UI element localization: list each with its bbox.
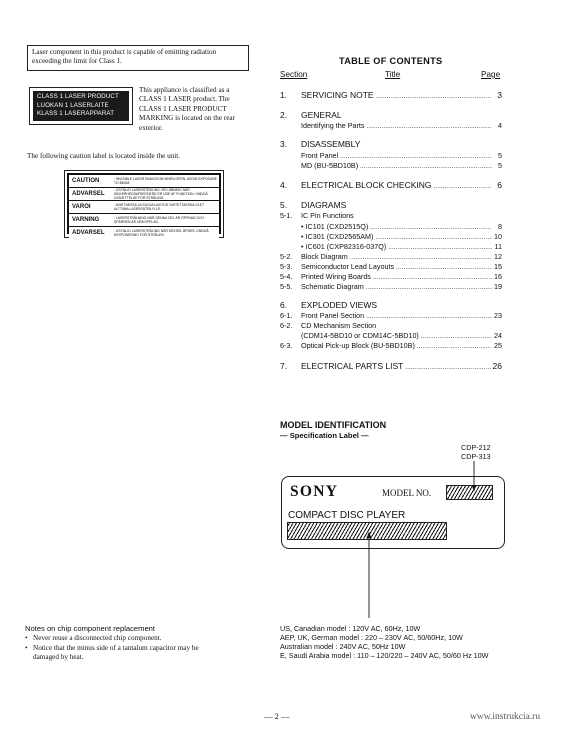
model-identification-subtitle: — Specification Label —: [280, 431, 369, 440]
toc-entry-title: CD Mechanism Section: [301, 321, 377, 330]
class1-description: This appliance is classified as a CLASS 1 LASER product. The CLASS 1 LASER PRODUCT MARKING is located on the rear exterior.: [139, 86, 236, 132]
toc-entry-number: 6-2.: [280, 321, 293, 330]
toc-entry-page: 23: [494, 311, 502, 320]
toc-entry-title: DISASSEMBLY: [301, 139, 361, 149]
laser-notice-line2: exceeding the limit for Class 1.: [32, 57, 122, 65]
model-identification-title: MODEL IDENTIFICATION: [280, 420, 387, 430]
toc-entry-title: GENERAL: [301, 110, 342, 120]
toc-entry-number: 1.: [280, 90, 288, 100]
toc-entry-title: DIAGRAMS: [301, 200, 347, 210]
product-name-label: COMPACT DISC PLAYER: [288, 510, 406, 521]
toc-entry-title: ELECTRICAL PARTS LIST: [301, 361, 404, 371]
toc-entry-title: Block Diagram: [301, 252, 348, 261]
toc-title: TABLE OF CONTENTS: [339, 56, 443, 66]
toc-entry-title: • IC601 (CXP82316-037Q): [301, 242, 387, 251]
toc-header-title: Title: [385, 70, 401, 79]
model-no-label: MODEL NO.: [382, 488, 432, 498]
toc-entry-number: 5-3.: [280, 262, 293, 271]
toc-entry-number: 2.: [280, 110, 288, 120]
toc-entry-number: 5.: [280, 200, 288, 210]
chip-note-item-continued: damaged by heat.: [33, 653, 84, 661]
power-spec-line: Australian model : 240V AC, 50Hz 10W: [280, 642, 406, 651]
toc-entry-title: Front Panel Section: [301, 311, 365, 320]
toc-header-section: Section: [280, 70, 308, 79]
watermark: www.instrukcia.ru: [470, 712, 541, 722]
toc-entry-page: 5: [498, 151, 502, 160]
chip-note-item: • Never reuse a disconnected chip component.: [25, 634, 162, 642]
caution-row: CAUTION : INVISIBLE LASER RADIATION WHEN OPEN. AVOID EXPOSURE TO BEAM.: [69, 175, 219, 188]
toc-entry-title: Optical Pick-up Block (BU-5BD10B): [301, 341, 415, 350]
caution-row: VAROI : AVATTAESSA JA SUOJALUKITUS OHITETTAESSA OLET ALTTIINA LASERSÄTEILYLLE.: [69, 201, 219, 214]
class1-label-line: LUOKAN 1 LASERLAITE: [37, 101, 109, 109]
class1-label-line: KLASS 1 LASERAPPARAT: [37, 110, 115, 117]
toc-entry-page: 11: [494, 242, 502, 251]
toc-entry-title: • IC101 (CXD2515Q): [301, 222, 369, 231]
toc-entry-number: 7.: [280, 361, 288, 371]
toc-entry-title: EXPLODED VIEWS: [301, 300, 378, 310]
toc-entry-page: 4: [498, 121, 502, 130]
chip-note-item: • Notice that the minus side of a tantalum capacitor may be: [25, 644, 199, 652]
class1-label-line: CLASS 1 LASER PRODUCT: [37, 93, 119, 100]
power-spec-line: E, Saudi Arabia model : 110 – 120/220 – 240V AC, 50/60 Hz 10W: [280, 651, 489, 660]
toc-entry-page: 15: [494, 262, 502, 271]
toc-entry-number: 5-2.: [280, 252, 293, 261]
toc-entry-number: 6.: [280, 300, 288, 310]
toc-entry-title: Front Panel: [301, 151, 339, 160]
toc-entry-page: 3: [497, 90, 502, 100]
toc-entry-number: 5-5.: [280, 282, 293, 291]
caution-row: ADVARSEL : USYNLIG LASERSTRÅLING NÅR DEKSEL ÅPNES. UNNGÅ EKSPONERING FOR STRÅLEN.: [69, 227, 219, 239]
toc-entry-title: Semiconductor Lead Layouts: [301, 262, 395, 271]
toc-entry-page: 6: [497, 180, 502, 190]
toc-entry-title: MD (BU-5BD10B): [301, 161, 359, 170]
toc-entry-page: 24: [494, 331, 502, 340]
toc-entry-number: 5-1.: [280, 211, 293, 220]
power-spec-line: AEP, UK, German model : 220 – 230V AC, 50/60Hz, 10W: [280, 633, 463, 642]
toc-entry-number: 5-4.: [280, 272, 293, 281]
toc-entry-title: Schematic Diagram: [301, 282, 364, 291]
caution-row: ADVARSEL : USYNLIG LASERSTRÅLING VED ÅBNING NÅR SIKKERHEDSAFBRYDERE ER UDE AF FUNKTION. UNDGÅ UDSÆTTELSE FOR STRÅLING.: [69, 188, 219, 201]
chip-notes-title: Notes on chip component replacement: [25, 624, 156, 633]
toc-entry-title: SERVICING NOTE: [301, 90, 374, 100]
toc-header-page: Page: [481, 70, 501, 79]
toc-entry-page: 8: [498, 222, 502, 231]
model-name: CDP-212: [461, 443, 491, 452]
model-pointer-arrow: [472, 485, 477, 491]
spec-pointer-arrow: [367, 532, 372, 538]
toc-entry-title: Printed Wiring Boards: [301, 272, 371, 281]
toc-entry-page: 10: [494, 232, 502, 241]
toc-entry-title: Identifying the Parts: [301, 121, 365, 130]
toc-entry-number: 6-1.: [280, 311, 293, 320]
toc-entry-title: ELECTRICAL BLOCK CHECKING: [301, 180, 432, 190]
toc-entry-title: IC Pin Functions: [301, 211, 354, 220]
page-number: — 2 —: [264, 711, 290, 721]
toc-entry-page: 16: [494, 272, 502, 281]
model-name: CDP-313: [461, 452, 491, 461]
caution-intro-text: The following caution label is located inside the unit.: [27, 152, 181, 160]
toc-entry-page: 12: [494, 252, 502, 261]
toc-entry-title: (CDM14-5BD10 or CDM14C-5BD10): [301, 331, 419, 340]
toc-entry-page: 26: [492, 361, 502, 371]
caution-row: VARNING : LASERSTRÅLNING NÄR DENNA DEL ÄR ÖPPNAD OCH SPÄRREN ÄR URKOPPLAD.: [69, 214, 219, 227]
toc-entry-page: 25: [494, 341, 502, 350]
toc-entry-number: 4.: [280, 180, 288, 190]
toc-entry-number: 6-3.: [280, 341, 293, 350]
toc-entry-page: 19: [494, 282, 502, 291]
sony-logo: SONY: [290, 483, 339, 500]
toc-entry-page: 5: [498, 161, 502, 170]
toc-entry-title: • IC301 (CXD2565AM): [301, 232, 374, 241]
power-spec-line: US, Canadian model : 120V AC, 60Hz, 10W: [280, 624, 421, 633]
laser-notice-line1: Laser component in this product is capable of emitting radiation: [32, 48, 217, 56]
toc-entry-number: 3.: [280, 139, 288, 149]
